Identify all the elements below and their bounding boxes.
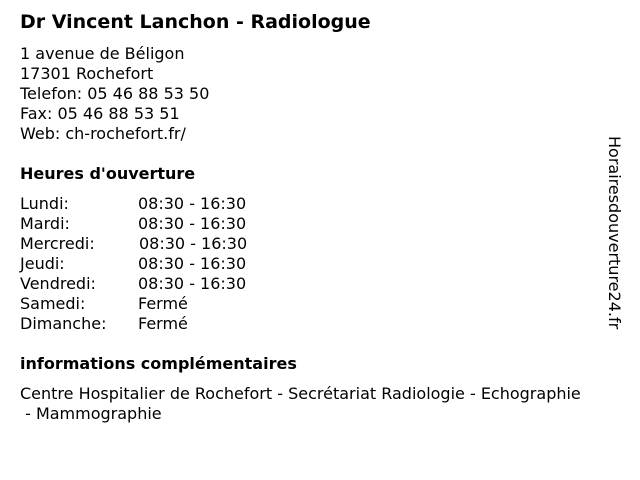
day-label: Jeudi:: [20, 254, 65, 273]
opening-hours-heading: Heures d'ouverture: [20, 164, 196, 183]
page-title: Dr Vincent Lanchon - Radiologue: [20, 11, 371, 33]
time-value: Fermé: [138, 314, 188, 333]
time-value: 08:30 - 16:30: [138, 214, 247, 233]
day-label: Vendredi:: [20, 274, 96, 293]
hours-row-thursday: [20, 254, 247, 274]
site-watermark: Horairesdouverture24.fr: [605, 136, 624, 330]
opening-hours-table: [20, 194, 247, 334]
hours-row-saturday: [20, 294, 247, 314]
hours-row-tuesday: [20, 214, 247, 234]
additional-info-heading: informations complémentaires: [20, 354, 297, 373]
hours-row-sunday: [20, 314, 247, 334]
time-value: Fermé: [138, 294, 188, 313]
time-value: 08:30 - 16:30: [139, 234, 248, 253]
additional-info-text: [20, 384, 636, 424]
hours-row-wednesday: [20, 234, 247, 254]
city-postal-code: 17301 Rochefort: [20, 64, 154, 83]
day-label: Dimanche:: [20, 314, 107, 333]
phone-number: Telefon: 05 46 88 53 50: [20, 84, 210, 103]
day-label: Mardi:: [20, 214, 70, 233]
street-address: 1 avenue de Béligon: [20, 44, 185, 63]
hours-row-friday: [20, 274, 247, 294]
time-value: 08:30 - 16:30: [138, 274, 247, 293]
day-label: Samedi:: [20, 294, 86, 313]
time-value: 08:30 - 16:30: [138, 194, 247, 213]
additional-info-line: Centre Hospitalier de Rochefort - Secrétariat Radiologie - Echographie: [20, 384, 581, 403]
website: Web: ch-rochefort.fr/: [20, 124, 186, 143]
fax-number: Fax: 05 46 88 53 51: [20, 104, 180, 123]
hours-row-monday: [20, 194, 247, 214]
time-value: 08:30 - 16:30: [138, 254, 247, 273]
additional-info-line: - Mammographie: [20, 404, 162, 423]
address-block: [20, 44, 209, 144]
day-label: Mercredi:: [20, 234, 95, 253]
day-label: Lundi:: [20, 194, 69, 213]
